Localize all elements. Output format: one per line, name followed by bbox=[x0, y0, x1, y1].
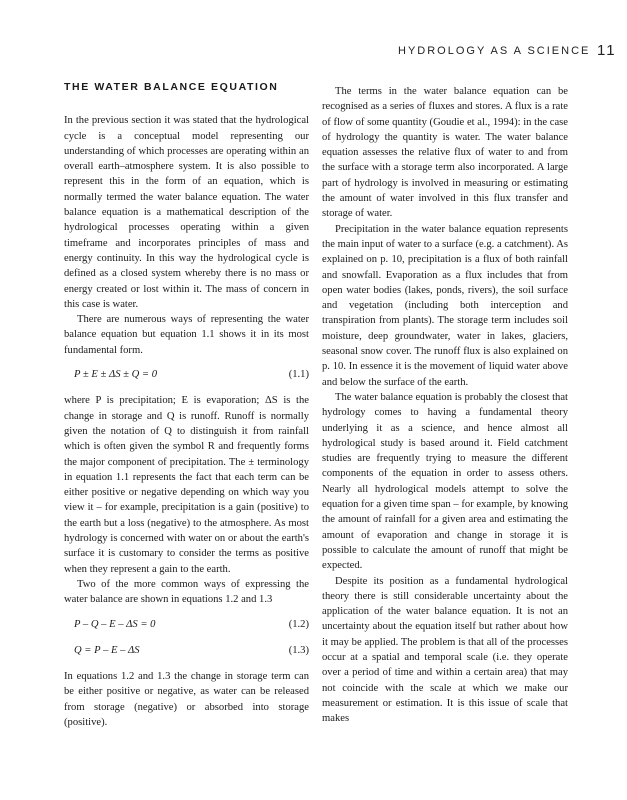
left-column bbox=[64, 80, 309, 730]
paragraph-representations: There are numerous ways of representing the water balance equation but equation 1.1 shows it in its most fundamental form. bbox=[64, 314, 309, 356]
paragraph-intro: In the previous section it was stated that the hydrological cycle is a conceptual model representing our understanding of which processes are operating within an overall earth–atmosphere system. It is also possible to represent this in the form of an equation, which is normally termed the water balance equation. The water balance equation is a mathematical description of the hydrological processes operating within a given timeframe and incorporates principles of mass and energy continuity. In this way the hydrological cycle is defined as a closed system whereby there is no mass or energy created or lost within it. The mass of concern in this case is water. bbox=[64, 115, 309, 310]
equation-1-1 bbox=[64, 367, 309, 382]
section-title: THE WATER BALANCE EQUATION bbox=[64, 81, 279, 93]
equation-1-3 bbox=[64, 643, 309, 658]
equation-1-2 bbox=[64, 617, 309, 632]
page-number: 11 bbox=[597, 42, 617, 59]
paragraph-common-forms: Two of the more common ways of expressing the water balance are shown in equations 1.2 and 1.3 bbox=[64, 578, 309, 606]
equation-text: P – Q – E – ΔS = 0 bbox=[74, 618, 156, 630]
equation-number: (1.2) bbox=[288, 618, 309, 630]
paragraph-definitions: where P is precipitation; E is evaporation; ΔS is the change in storage and Q is runoff. Runoff is normally given the notation of Q to distinguish it from rainfall which is often given the symbol R and frequently forms the major component of precipitation. The ± terminology in equation 1.1 represents the fact that each term can be either positive or negative depending on which way you view it – for example, precipitation is a gain (positive) to the earth but a loss (negative) to the atmosphere. As most hydrology is concerned with water on or about the earth's surface it is customary to consider the terms as positive when they represent a gain to the earth. bbox=[64, 395, 309, 575]
paragraph-storage: In equations 1.2 and 1.3 the change in storage term can be either positive or negative, as water can be released from storage (negative) or absorbed into storage (positive). bbox=[64, 671, 309, 728]
right-column bbox=[322, 80, 568, 726]
equation-number: (1.1) bbox=[288, 369, 309, 381]
equation-text: P ± E ± ΔS ± Q = 0 bbox=[74, 369, 157, 381]
equation-number: (1.3) bbox=[288, 644, 309, 656]
equation-text: Q = P – E – ΔS bbox=[74, 644, 140, 656]
paragraph-precipitation: Precipitation in the water balance equation represents the main input of water to a surface (e.g. a catchment). As explained on p. 10, precipitation is a flux of both rainfall and snowfall. Evaporation as a flux includes that from open water bodies (lakes, ponds, rivers), the soil surface and vegetation (including both interception and transpiration from plants). The storage term includes soil moisture, deep groundwater, water in lakes, glaciers, seasonal snow cover. The runoff flux is also explained on p. 10. In essence it is the movement of liquid water above and below the surface of the earth. bbox=[322, 223, 568, 388]
paragraph-fluxes: The terms in the water balance equation can be recognised as a series of fluxes and stores. A flux is a rate of flow of some quantity (Goudie et al., 1994): in the case of hydrology the quantity is water. The water balance equation assesses the relative flux of water to and from the surface with a storage term also incorporated. A large part of hydrology is involved in measuring or estimating the amount of water involved in this flux transfer and storage of water. bbox=[322, 86, 568, 220]
paragraph-theory: The water balance equation is probably the closest that hydrology comes to having a fundamental theory underlying it as a science, and hence almost all hydrological study is based around it. Field catchment studies are frequently trying to measure the different components of the equation in order to assess others. Nearly all hydrological models attempt to solve the equation for a given time span – for example, by knowing the amount of rainfall for a given area and estimating the amount of evaporation and change in storage it is possible to calculate the amount of runoff that might be expected. bbox=[322, 391, 568, 572]
paragraph-uncertainty: Despite its position as a fundamental hydrological theory there is still considerable uncertainty about the application of the water balance equation. It is not an uncertainty about the equation itself but rather about how it may be applied. The problem is that all of the processes occur at a spatial and temporal scale (i.e. they operate over a period of time and within a certain area) that may not coincide with the scale at which we make our measurement or estimation. It is this issue of scale that makes bbox=[322, 575, 568, 725]
running-header: HYDROLOGY AS A SCIENCE bbox=[398, 45, 591, 57]
